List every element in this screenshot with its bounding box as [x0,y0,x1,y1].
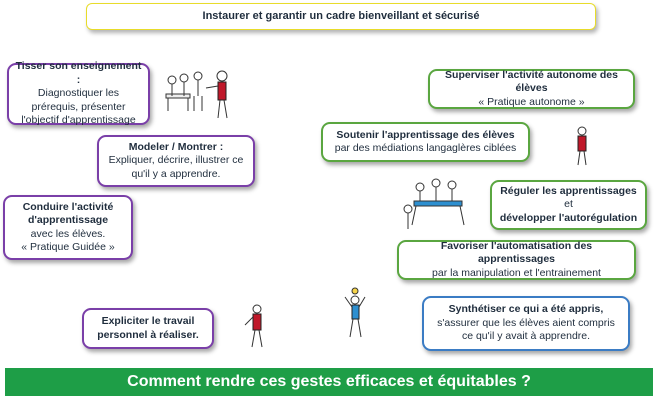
teacher-figure-illustration [568,125,598,167]
box-modeler-line: qu'il y a apprendre. [131,167,221,180]
box-modeler-line: Expliquer, décrire, illustrer ce [108,154,244,167]
box-modeler [97,135,255,187]
box-tisser-title: Tisser son enseignement : [15,60,142,86]
box-expliciter-title: personnel à réaliser. [97,328,199,341]
box-favoriser [397,240,636,280]
box-synthetiser-line: ce qu'il y avait à apprendre. [461,330,591,343]
box-modeler-title: Modeler / Montrer : [128,140,224,153]
box-reguler-line: Réguler les apprentissages et [500,184,637,211]
box-conduire-title: d'apprentissage [27,214,109,227]
box-soutenir [321,122,530,162]
box-superviser-line: « Pratique autonome » [478,95,585,108]
box-tisser [7,60,150,127]
box-expliciter [82,308,214,349]
box-superviser [428,69,635,109]
student-idea-illustration [342,287,368,342]
box-conduire-line: avec les élèves. [30,227,106,240]
box-favoriser-title: Favoriser l'automatisation des apprentissages [440,239,593,266]
students-at-tables-illustration [400,175,478,233]
box-soutenir-title: Soutenir l'apprentissage des élèves [336,128,515,141]
header-title: Instaurer et garantir un cadre bienveillant et sécurisé [202,10,480,22]
box-favoriser-line: par la manipulation et l'entrainement [432,266,601,279]
box-expliciter-title: Expliciter le travail [101,315,195,328]
box-reguler [490,180,647,230]
footer-question: Comment rendre ces gestes efficaces et équitables ? [127,373,531,390]
box-tisser-line: prérequis, présenter [31,100,126,113]
box-conduire-title: Conduire l'activité [22,200,114,213]
teacher-with-students-illustration [160,66,240,126]
teacher-pointing-illustration [242,303,272,349]
box-superviser-title: Superviser l'activité autonome des élèves [445,68,618,95]
box-synthetiser-line: s'assurer que les élèves aient compris [437,316,615,329]
box-synthetiser [422,296,630,351]
footer-banner [5,368,653,396]
box-conduire [3,195,133,260]
box-synthetiser-title: Synthétiser ce qui a été appris, [448,303,604,316]
box-tisser-line: Diagnostiquer les [37,87,120,100]
header-banner [86,3,596,30]
box-soutenir-line: par des médiations langaglères ciblées [334,142,517,154]
box-conduire-line: « Pratique Guidée » [21,240,115,253]
box-reguler-title: développer l'autorégulation [499,211,638,224]
box-tisser-line: l'objectif d'apprentissage [21,114,136,127]
